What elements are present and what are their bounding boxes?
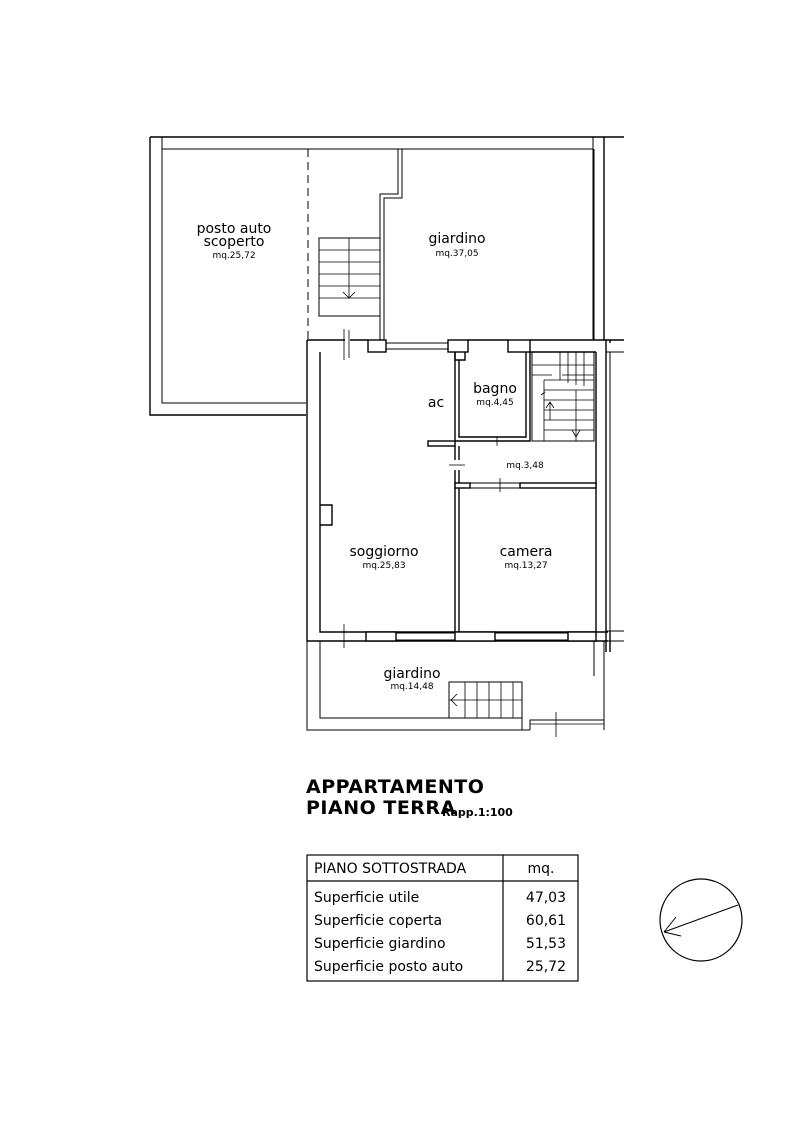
posto-auto-label-2: scoperto [203, 234, 265, 250]
table-row-label: Superficie giardino [314, 936, 446, 952]
stair-outdoor-top [319, 238, 380, 316]
giardino-top-label: giardino [428, 231, 486, 247]
table-row-value: 51,53 [525, 936, 566, 952]
table-header-label: PIANO SOTTOSTRADA [314, 861, 467, 877]
table-row-label: Superficie utile [314, 890, 420, 906]
plan-title [306, 776, 513, 819]
corridoio-area: mq.3,48 [506, 461, 544, 471]
outdoor-area-bottom [307, 641, 604, 737]
title-line-1: APPARTAMENTO [306, 776, 485, 798]
scale-label: Rapp.1:100 [442, 806, 513, 819]
stair-interior [532, 352, 594, 441]
soggiorno-area: mq.25,83 [362, 561, 406, 571]
bagno-label: bagno [473, 381, 517, 397]
camera-label: camera [499, 544, 553, 560]
soggiorno-label: soggiorno [349, 544, 419, 560]
north-arrow-icon [660, 879, 742, 961]
giardino-top-area: mq.37,05 [435, 249, 479, 259]
area-table [307, 855, 578, 981]
table-row-value: 25,72 [525, 959, 566, 975]
camera-area: mq.13,27 [504, 561, 548, 571]
posto-auto-label: posto auto [196, 221, 272, 237]
room-labels [197, 221, 553, 692]
ac-label: ac [427, 395, 445, 411]
posto-auto-area: mq.25,72 [212, 251, 256, 261]
table-row-value: 47,03 [525, 890, 566, 906]
building-walls [307, 329, 624, 652]
table-row-label: Superficie posto auto [314, 959, 464, 975]
outdoor-area-top [150, 137, 624, 415]
title-line-2: PIANO TERRA [306, 797, 456, 819]
table-header-unit: mq. [527, 861, 555, 877]
giardino-bottom-area: mq.14,48 [390, 682, 434, 692]
table-row-value: 60,61 [525, 913, 566, 929]
table-row-label: Superficie coperta [314, 913, 443, 929]
giardino-bottom-label: giardino [383, 666, 441, 682]
bagno-area: mq.4,45 [476, 398, 514, 408]
